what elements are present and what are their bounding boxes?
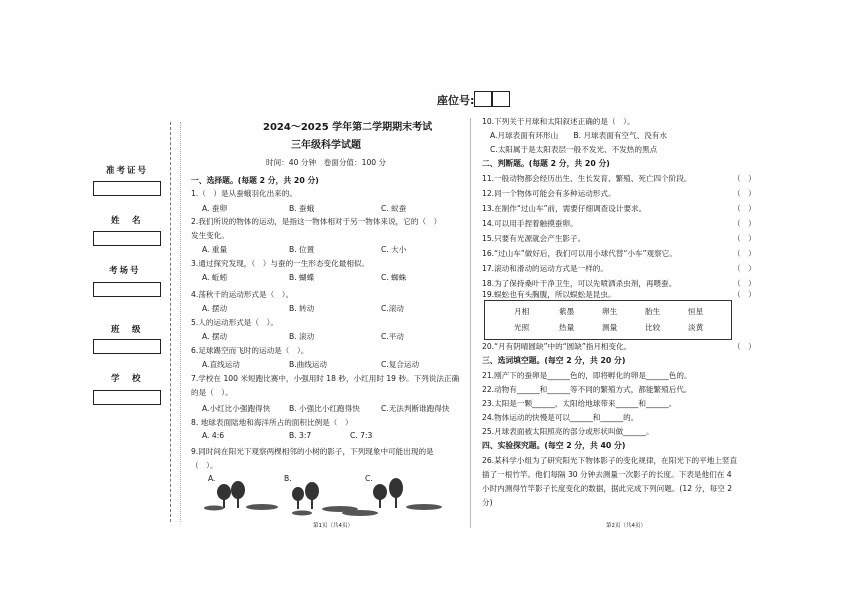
q1-option-c: C. 蚁蚕: [381, 204, 407, 213]
word-bank-item: 测量: [602, 323, 618, 332]
q7-option-b: B. 小强比小红跑得快: [289, 404, 360, 413]
seat-number-label: 座位号:: [437, 94, 475, 107]
word-bank-item: 比较: [645, 323, 661, 332]
word-bank-item: 月相: [514, 307, 530, 316]
section-4-heading: 四、实验探究题。(每空 2 分，共 40 分): [482, 441, 626, 450]
fill-22: 22.动物有______和______等不同的繁殖方式，都能繁殖后代。: [482, 385, 692, 394]
word-bank-item: 热量: [559, 323, 575, 332]
tree-pair-c: [342, 478, 442, 516]
q2-option-a: A. 重量: [202, 245, 228, 254]
page-divider: [470, 118, 471, 528]
q9-option-a-label: A.: [208, 474, 216, 483]
class-field[interactable]: [93, 339, 161, 354]
q8-option-a: A. 4:6: [202, 431, 225, 440]
question-26-line-3: 小时内测得竹竿影子长度变化的数据，据此完成下列问题。(12 分，每空 2: [482, 484, 733, 493]
q3-option-c: C. 蜘蛛: [381, 273, 407, 282]
word-bank-item: 恒星: [688, 307, 704, 316]
word-bank-item: 光照: [514, 323, 530, 332]
section-1-heading: 一、选择题。(每题 2 分，共 20 分): [191, 176, 319, 185]
question-9: 9.同时间在阳光下观察两棵相邻的小树的影子，下列现象中可能出现的是: [191, 447, 434, 456]
q9-option-b-label: B.: [284, 474, 292, 483]
fill-23: 23.太阳是一颗______，太阳给地球带来______和______。: [482, 399, 677, 408]
q5-option-c: C.平动: [381, 332, 404, 341]
q4-option-b: B. 转动: [289, 304, 315, 313]
answer-box-14[interactable]: （ ）: [733, 219, 756, 228]
judge-19: 19.蜈蚣也有头胸腹，所以蜈蚣是昆虫。: [482, 290, 616, 299]
exam-no-label: 准考证号: [106, 166, 149, 176]
question-26-line-4: 分): [482, 498, 493, 507]
question-10: 10.下列关于月球和太阳叙述正确的是（ ）。: [482, 117, 635, 126]
q5-option-a: A. 摆动: [202, 332, 228, 341]
tree-shadow-illustrations: [200, 476, 450, 524]
question-6: 6.足球踢空而飞时的运动是（ ）。: [191, 346, 309, 355]
judge-15: 15.只要有光源就会产生影子。: [482, 234, 586, 243]
answer-box-13[interactable]: （ ）: [733, 204, 756, 213]
name-field[interactable]: [93, 231, 161, 246]
judge-13: 13.在制作“过山车”前，需要仔细调查设计要求。: [482, 204, 647, 213]
exam-time: 时间：40 分钟 卷面分值：100 分: [266, 158, 387, 167]
q2-option-c: C. 大小: [381, 245, 407, 254]
q4-option-c: C.滚动: [381, 304, 404, 313]
judge-18: 18.为了保持桑叶干净卫生，可以先喷洒杀虫剂，再喂蚕。: [482, 279, 677, 288]
answer-box-19[interactable]: （ ）: [733, 290, 756, 299]
fill-25: 25.月球表面被太阳照亮的部分或形状叫做______。: [482, 427, 654, 436]
q2-option-b: B. 位置: [289, 245, 315, 254]
q8-option-c: C. 7:3: [350, 431, 373, 440]
answer-box-15[interactable]: （ ）: [733, 234, 756, 243]
question-26: 26.某科学小组为了研究阳光下物体影子的变化规律，在阳光下的平地上竖直: [482, 456, 738, 465]
question-5: 5.人的运动形式是（ ）。: [191, 318, 278, 327]
room-label: 考场号: [109, 266, 141, 276]
seat-box-2[interactable]: [492, 91, 510, 107]
q7-option-c: C.无法判断谁跑得快: [381, 404, 450, 413]
answer-box-17[interactable]: （ ）: [733, 264, 756, 273]
tree-pair-a: [204, 481, 278, 511]
exam-subtitle: 三年级科学试题: [291, 140, 361, 151]
class-label: 班 级: [111, 325, 143, 335]
q3-option-a: A. 蚯蚓: [202, 273, 228, 282]
q6-option-b: B.曲线运动: [289, 360, 327, 369]
exam-no-field[interactable]: [93, 181, 161, 196]
question-8: 8. 地球表面陆地和海洋所占的面积比例是（ ）: [191, 418, 353, 427]
judge-14: 14.可以用手捏着触摸蚕卵。: [482, 219, 578, 228]
question-7: 7.学校在 100 米短跑比赛中，小强用时 18 秒，小红用时 19 秒。下列说法正确: [191, 374, 460, 383]
question-2-cont: 发生变化。: [191, 231, 229, 240]
q4-option-a: A. 摆动: [202, 304, 228, 313]
name-label: 姓 名: [111, 216, 143, 226]
binding-line: [170, 122, 171, 522]
judge-12: 12.同一个物体可能会有多种运动形式。: [482, 189, 616, 198]
answer-box-18[interactable]: （ ）: [733, 279, 756, 288]
judge-11: 11.一般动物都会经历出生、生长发育、繁殖、死亡四个阶段。: [482, 174, 692, 183]
q7-option-a: A.小红比小强跑得快: [202, 404, 271, 413]
word-bank-item: 卵生: [602, 307, 618, 316]
word-bank-item: 淡黄: [688, 323, 704, 332]
school-label: 学 校: [111, 374, 143, 384]
question-3: 3.通过探究发现，（ ）与蚕的一生形态变化最相似。: [191, 259, 370, 268]
page-footer-right: 第2页（共4页）: [606, 523, 646, 529]
fill-24: 24.物体运动的快慢是可以______和______的。: [482, 413, 639, 422]
binding-line-inner: [180, 122, 181, 522]
judge-20: 20.“月有阴晴圆缺”中的“圆缺”指月相变化。: [482, 342, 632, 351]
section-2-heading: 二、判断题。(每题 2 分，共 20 分): [482, 159, 610, 168]
q1-option-b: B. 蚕蛾: [289, 204, 315, 213]
question-1: 1.（ ）是从蚕蛾羽化出来的。: [191, 189, 297, 198]
section-3-heading: 三、选词填空题。(每空 2 分，共 20 分): [482, 356, 626, 365]
q5-option-b: B. 滚动: [289, 332, 315, 341]
page-footer-left: 第1页（共4页）: [313, 523, 353, 529]
room-field[interactable]: [93, 282, 161, 297]
question-9-cont: （ ）。: [191, 461, 218, 470]
question-26-line-2: 插了一根竹竿。他们每隔 30 分钟去测量一次影子的长度。下表是他们在 4: [482, 470, 732, 479]
question-4: 4.荡秋千的运动形式是（ ）。: [191, 290, 294, 299]
q10-option-c: C.太阳属于是太阳表层一般不发光、不发热的黑点: [490, 145, 658, 154]
judge-17: 17.滚动和滑动的运动方式是一样的。: [482, 264, 608, 273]
q6-option-c: C.复合运动: [381, 360, 420, 369]
q10-options-ab: A.月球表面有环形山 B. 月球表面有空气、没有水: [490, 131, 667, 140]
answer-box-11[interactable]: （ ）: [733, 174, 756, 183]
fill-21: 21.刚产下的蚕卵是______色的，即将孵化的卵是______色的。: [482, 371, 692, 380]
word-bank-item: 紫墨: [559, 307, 575, 316]
question-7-cont: 的是（ ）。: [191, 388, 233, 397]
answer-box-16[interactable]: （ ）: [733, 249, 756, 258]
q6-option-a: A.直线运动: [202, 360, 240, 369]
q1-option-a: A. 蚕卵: [202, 204, 228, 213]
answer-box-12[interactable]: （ ）: [733, 189, 756, 198]
question-2: 2.我们所说的物体的运动，是指这一物体相对于另一物体来说，它的（ ）: [191, 217, 442, 226]
q8-option-b: B. 3:7: [289, 431, 312, 440]
q3-option-b: B. 蝴蝶: [289, 273, 315, 282]
word-bank-item: 胎生: [645, 307, 661, 316]
seat-box-1[interactable]: [474, 91, 492, 107]
tree-pair-b: [292, 482, 358, 516]
judge-16: 16.“过山车”做好后，我们可以用小球代替“小车”观察它。: [482, 249, 677, 258]
answer-box-20[interactable]: （ ）: [733, 342, 756, 351]
q9-option-c-label: C.: [365, 474, 373, 483]
exam-title: 2024～2025 学年第二学期期末考试: [263, 122, 433, 133]
school-field[interactable]: [93, 390, 161, 405]
